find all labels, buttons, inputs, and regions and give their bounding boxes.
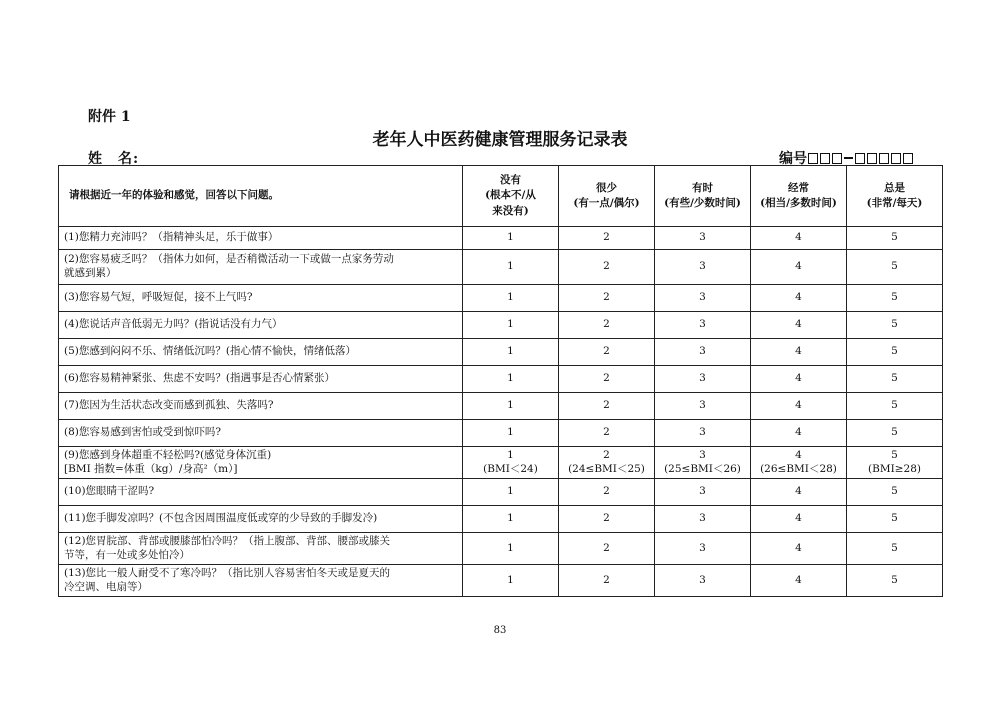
question-line: (4)您说话声音低弱无力吗？(指说话没有力气） <box>64 318 283 331</box>
score-cell[interactable] <box>463 479 559 506</box>
score-value: 5 <box>891 318 898 331</box>
score-value: 3 <box>699 485 706 498</box>
score-cell[interactable] <box>559 393 655 420</box>
score-value: 3 <box>699 372 706 385</box>
score-cell[interactable] <box>559 312 655 339</box>
score-cell[interactable] <box>463 533 559 565</box>
score-cell[interactable] <box>751 366 847 393</box>
score-value: 2 <box>603 291 610 304</box>
question-line: (1)您精力充沛吗？（指精神头足，乐于做事） <box>64 231 279 244</box>
column-header-line: (非常/每天) <box>866 197 923 209</box>
column-header-line: 有时 <box>692 181 713 194</box>
question-line: (10)您眼睛干涩吗? <box>64 485 155 498</box>
score-value: 2 <box>603 231 610 244</box>
score-value: 5 <box>891 345 898 358</box>
score-value: 3 <box>699 291 706 304</box>
score-cell[interactable] <box>655 285 751 312</box>
score-value: 3 <box>699 573 706 586</box>
question-line: (8)您容易感到害怕或受到惊吓吗? <box>64 426 222 439</box>
column-header-line: (有些/少数时间) <box>664 197 741 209</box>
question-text <box>59 393 463 420</box>
question-row <box>59 366 943 393</box>
question-row <box>59 533 943 565</box>
question-row <box>59 285 943 312</box>
score-value: 1 <box>507 485 514 498</box>
question-text <box>59 250 463 285</box>
score-value: 3 <box>699 345 706 358</box>
score-cell[interactable] <box>847 479 943 506</box>
tcm-health-record-table <box>58 165 943 597</box>
id-digit-box <box>855 153 865 164</box>
score-value: 5 <box>891 260 898 273</box>
score-value: 5 <box>891 448 898 461</box>
score-value: 3 <box>699 399 706 412</box>
score-value: 5 <box>891 541 898 554</box>
score-cell[interactable] <box>751 393 847 420</box>
document-title: 老年人中医药健康管理服务记录表 <box>372 130 628 150</box>
question-row <box>59 565 943 597</box>
score-value: 1 <box>507 399 514 412</box>
score-cell[interactable] <box>655 533 751 565</box>
score-value: 2 <box>603 448 610 461</box>
id-digit-box <box>808 153 818 164</box>
score-value: 3 <box>699 512 706 525</box>
question-line: (5)您感到闷闷不乐、情绪低沉吗？(指心情不愉快，情绪低落） <box>64 345 356 358</box>
score-cell[interactable] <box>655 227 751 250</box>
score-value: 3 <box>699 541 706 554</box>
bmi-range-note: (BMI≥28) <box>868 462 921 475</box>
column-header-line: 来没有) <box>492 204 529 217</box>
column-header-line: 总是 <box>884 181 905 194</box>
score-value: 3 <box>699 426 706 439</box>
score-value: 4 <box>795 485 802 498</box>
score-cell[interactable] <box>847 366 943 393</box>
score-cell[interactable] <box>559 250 655 285</box>
column-header-sometimes <box>655 166 751 227</box>
score-cell[interactable] <box>847 565 943 597</box>
question-row <box>59 227 943 250</box>
score-value: 4 <box>795 448 802 461</box>
score-value: 5 <box>891 372 898 385</box>
score-value: 3 <box>699 260 706 273</box>
question-line: (13)您比一般人耐受不了寒冷吗？（指比别人容易害怕冬天或是夏天的 <box>64 566 391 579</box>
table-body <box>59 227 943 597</box>
score-cell[interactable] <box>751 506 847 533</box>
score-value: 5 <box>891 512 898 525</box>
question-row <box>59 420 943 447</box>
score-cell[interactable] <box>559 285 655 312</box>
score-cell[interactable] <box>751 420 847 447</box>
column-header-rarely <box>559 166 655 227</box>
instruction-header: 请根据近一年的体验和感觉，回答以下问题。 <box>59 166 463 227</box>
score-cell[interactable] <box>751 227 847 250</box>
question-line: (6)您容易精神紧张、焦虑不安吗？(指遇事是否心情紧张） <box>64 372 335 385</box>
score-value: 4 <box>795 231 802 244</box>
score-cell[interactable] <box>559 420 655 447</box>
score-cell[interactable] <box>751 312 847 339</box>
score-cell[interactable] <box>655 393 751 420</box>
score-cell[interactable] <box>463 285 559 312</box>
score-cell[interactable] <box>751 250 847 285</box>
score-cell[interactable] <box>559 506 655 533</box>
score-cell[interactable] <box>655 250 751 285</box>
score-value: 4 <box>795 260 802 273</box>
column-header-always <box>847 166 943 227</box>
score-value: 1 <box>507 291 514 304</box>
score-cell[interactable] <box>463 250 559 285</box>
score-cell[interactable] <box>847 312 943 339</box>
id-digit-box <box>867 153 877 164</box>
score-cell[interactable] <box>655 312 751 339</box>
score-cell[interactable] <box>847 533 943 565</box>
score-value: 4 <box>795 541 802 554</box>
score-value: 3 <box>699 231 706 244</box>
score-value: 1 <box>507 448 514 461</box>
score-value: 1 <box>507 512 514 525</box>
score-cell[interactable] <box>463 506 559 533</box>
score-value: 2 <box>603 541 610 554</box>
question-text <box>59 366 463 393</box>
bmi-range-note: (26≤BMI＜28) <box>760 462 837 475</box>
score-value: 2 <box>603 485 610 498</box>
score-cell[interactable] <box>559 479 655 506</box>
score-cell[interactable] <box>655 366 751 393</box>
score-cell[interactable] <box>463 339 559 366</box>
question-text <box>59 420 463 447</box>
column-header-line: 经常 <box>788 181 809 194</box>
column-header-often <box>751 166 847 227</box>
score-cell[interactable] <box>847 227 943 250</box>
score-value: 2 <box>603 512 610 525</box>
score-cell[interactable] <box>559 565 655 597</box>
score-value: 4 <box>795 399 802 412</box>
question-line: (11)您手脚发凉吗？(不包含因周围温度低或穿的少导致的手脚发冷) <box>64 512 378 525</box>
question-row <box>59 479 943 506</box>
score-cell[interactable] <box>463 366 559 393</box>
score-cell[interactable] <box>559 533 655 565</box>
score-value: 1 <box>507 372 514 385</box>
question-row <box>59 393 943 420</box>
score-cell[interactable] <box>463 565 559 597</box>
question-row <box>59 447 943 479</box>
score-cell[interactable] <box>847 339 943 366</box>
question-row <box>59 250 943 285</box>
score-cell[interactable] <box>559 227 655 250</box>
bmi-range-note: (25≤BMI＜26) <box>664 462 741 475</box>
bmi-range-note: (24≤BMI＜25) <box>568 462 645 475</box>
score-value: 2 <box>603 345 610 358</box>
score-value: 5 <box>891 399 898 412</box>
question-line: (3)您容易气短，呼吸短促，接不上气吗? <box>64 291 253 304</box>
score-cell[interactable] <box>751 565 847 597</box>
question-line: 冷空调、电扇等） <box>64 580 148 593</box>
score-value: 5 <box>891 426 898 439</box>
column-header-never <box>463 166 559 227</box>
score-value: 4 <box>795 512 802 525</box>
score-value: 5 <box>891 231 898 244</box>
score-value: 4 <box>795 426 802 439</box>
id-digit-box <box>891 153 901 164</box>
score-value: 4 <box>795 573 802 586</box>
score-cell[interactable] <box>559 366 655 393</box>
score-value: 3 <box>699 448 706 461</box>
score-value: 4 <box>795 318 802 331</box>
id-digit-box <box>832 153 842 164</box>
id-digit-box <box>903 153 913 164</box>
question-row <box>59 312 943 339</box>
score-cell[interactable] <box>751 479 847 506</box>
question-text <box>59 339 463 366</box>
question-line: (2)您容易疲乏吗？（指体力如何，是否稍微活动一下或做一点家务劳动 <box>64 253 394 266</box>
score-cell[interactable] <box>463 393 559 420</box>
column-header-line: (有一点/偶尔) <box>573 197 640 209</box>
score-value: 5 <box>891 485 898 498</box>
score-cell[interactable] <box>655 565 751 597</box>
score-value: 2 <box>603 372 610 385</box>
question-line: (7)您因为生活状态改变而感到孤独、失落吗? <box>64 399 274 412</box>
score-value: 1 <box>507 318 514 331</box>
question-text <box>59 506 463 533</box>
score-cell[interactable] <box>463 312 559 339</box>
score-cell[interactable] <box>751 285 847 312</box>
score-cell[interactable] <box>463 227 559 250</box>
question-text <box>59 285 463 312</box>
score-cell[interactable] <box>847 250 943 285</box>
id-digit-box <box>879 153 889 164</box>
score-cell[interactable] <box>751 533 847 565</box>
score-cell[interactable] <box>847 447 943 479</box>
id-separator-dash <box>844 157 853 159</box>
score-value: 1 <box>507 541 514 554</box>
score-value: 1 <box>507 260 514 273</box>
score-value: 4 <box>795 291 802 304</box>
score-cell[interactable] <box>847 285 943 312</box>
score-value: 3 <box>699 318 706 331</box>
bmi-range-note: (BMI＜24) <box>483 462 538 475</box>
id-number-label: 编号 <box>779 151 807 167</box>
question-text <box>59 565 463 597</box>
score-cell[interactable] <box>847 393 943 420</box>
score-cell[interactable] <box>559 447 655 479</box>
score-cell[interactable] <box>847 506 943 533</box>
name-field-label: 姓 名: <box>88 151 140 167</box>
question-row <box>59 339 943 366</box>
score-value: 4 <box>795 372 802 385</box>
score-cell[interactable] <box>655 506 751 533</box>
score-cell[interactable] <box>655 339 751 366</box>
score-cell[interactable] <box>751 447 847 479</box>
question-line: 就感到累） <box>64 267 117 279</box>
score-cell[interactable] <box>655 479 751 506</box>
column-header-line: 没有 <box>500 174 521 187</box>
question-line: [BMI 指数=体重（kg）/身高²（m）] <box>64 462 238 475</box>
question-line: 节等，有一处或多处怕冷） <box>64 548 190 561</box>
score-cell[interactable] <box>847 420 943 447</box>
score-cell[interactable] <box>655 420 751 447</box>
score-value: 1 <box>507 345 514 358</box>
id-digit-box <box>820 153 830 164</box>
question-text <box>59 479 463 506</box>
question-text <box>59 533 463 565</box>
column-header-line: (根本不/从 <box>485 189 536 202</box>
question-text <box>59 312 463 339</box>
score-cell[interactable] <box>655 447 751 479</box>
score-value: 1 <box>507 426 514 439</box>
question-line: (12)您胃脘部、背部或腰膝部怕冷吗？（指上腹部、背部、腰部或膝关 <box>64 534 391 547</box>
score-value: 5 <box>891 573 898 586</box>
column-header-line: (相当/多数时间) <box>760 197 837 209</box>
header-row <box>59 166 943 227</box>
score-value: 1 <box>507 231 514 244</box>
score-value: 2 <box>603 318 610 331</box>
attachment-label: 附件 1 <box>88 109 131 125</box>
score-value: 2 <box>603 426 610 439</box>
score-cell[interactable] <box>463 447 559 479</box>
score-value: 2 <box>603 399 610 412</box>
question-text <box>59 447 463 479</box>
score-value: 5 <box>891 291 898 304</box>
column-header-line: 很少 <box>596 181 617 194</box>
score-value: 1 <box>507 573 514 586</box>
question-text <box>59 227 463 250</box>
score-value: 2 <box>603 260 610 273</box>
score-value: 2 <box>603 573 610 586</box>
score-cell[interactable] <box>463 420 559 447</box>
question-row <box>59 506 943 533</box>
page-number: 83 <box>493 625 507 636</box>
question-line: (9)您感到身体超重不轻松吗?(感觉身体沉重) <box>64 448 272 461</box>
score-cell[interactable] <box>751 339 847 366</box>
score-value: 4 <box>795 345 802 358</box>
score-cell[interactable] <box>559 339 655 366</box>
